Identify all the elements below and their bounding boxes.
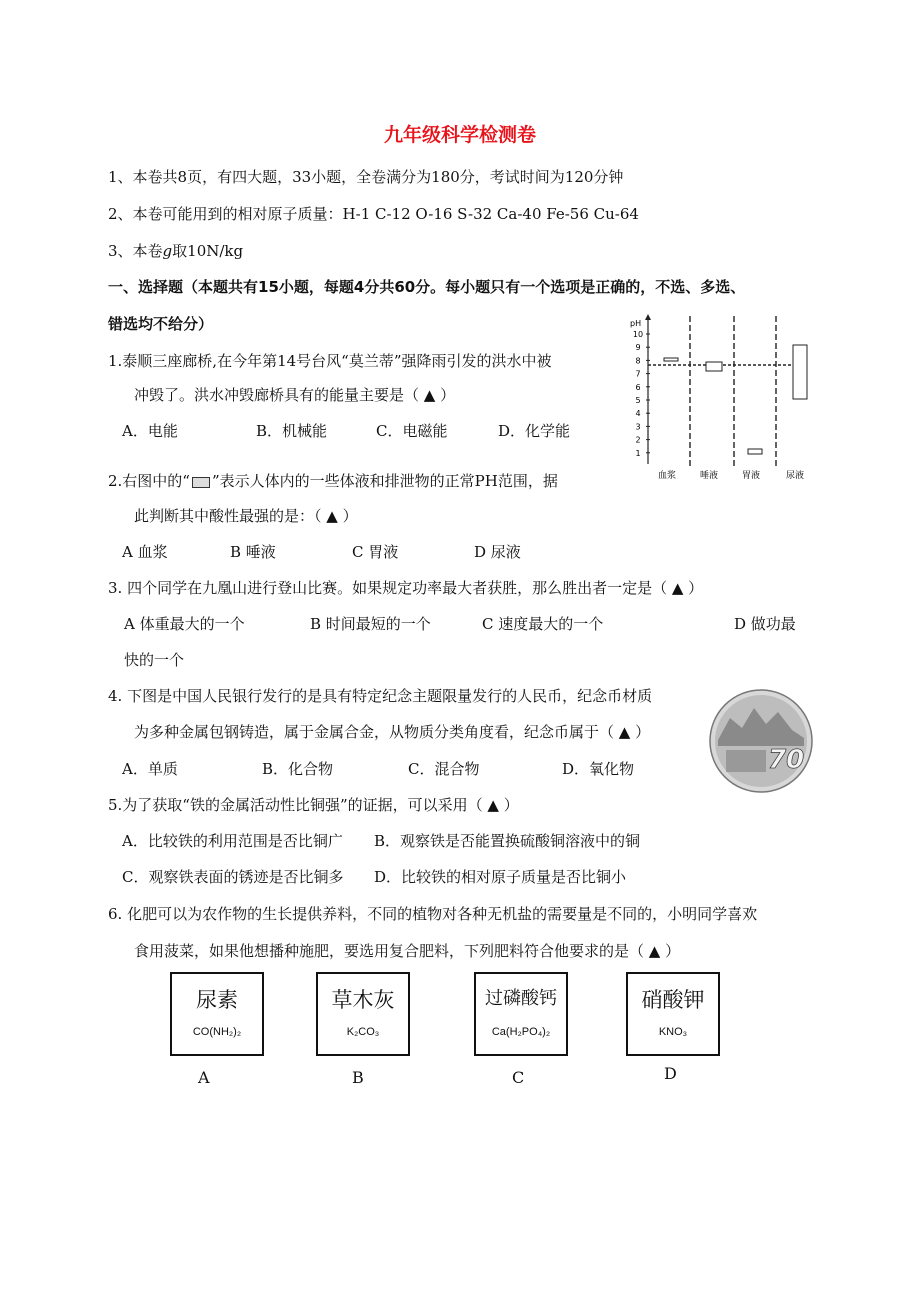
section-heading-line1: 一、选择题（本题共有15小题，每题4分共60分。每小题只有一个选项是正确的，不选、多选、 [108, 278, 746, 296]
ph-cat-saliva: 唾液 [700, 471, 719, 481]
q2-line1 [108, 470, 558, 491]
fertilizer-card-c [474, 972, 568, 1056]
fertilizer-letter-d: D [664, 1064, 677, 1083]
ph-tick-label: 7 [635, 369, 641, 379]
ph-tick-label: 3 [635, 422, 641, 432]
ph-axis-label: pH [630, 319, 642, 328]
ph-cat-urine: 尿液 [786, 471, 805, 481]
fertilizer-formula: CO(NH₂)₂ [192, 1026, 242, 1038]
q4-option-a: A．单质 [122, 760, 178, 778]
ph-tick-label: 6 [635, 382, 641, 392]
q1-option-d: D．化学能 [498, 422, 571, 440]
page-title: 九年级科学检测卷 [383, 124, 536, 146]
q4-line1: 4. 下图是中国人民银行发行的是具有特定纪念主题限量发行的人民币，纪念币材质 [108, 687, 653, 705]
ph-tick-label: 10 [632, 330, 644, 339]
note-3 [108, 240, 243, 261]
ph-bar-saliva [706, 362, 722, 371]
q2-option-a: A 血浆 [122, 543, 168, 561]
q3-option-b: B 时间最短的一个 [310, 615, 431, 633]
q2-option-c: C 胃液 [352, 543, 399, 561]
ph-cat-gastric: 胃液 [742, 471, 761, 481]
fertilizer-name: 硝酸钾 [641, 988, 705, 1012]
ph-axis-arrow [645, 314, 651, 320]
q6-line1: 6. 化肥可以为农作物的生长提供养料，不同的植物对各种无机盐的需要量是不同的，小明同学喜欢 [108, 905, 758, 923]
fertilizer-card-d [626, 972, 720, 1056]
ph-tick-label: 4 [635, 409, 641, 419]
q2-line2: 此判断其中酸性最强的是：（ ▲ ） [134, 507, 358, 525]
ph-bar-urine [793, 345, 807, 399]
q2-option-d: D 尿液 [474, 543, 521, 561]
ph-tick-label: 5 [635, 396, 641, 405]
fertilizer-card-a [170, 972, 264, 1056]
ph-tick-label: 2 [635, 435, 641, 445]
q4-option-d: D．氧化物 [562, 760, 635, 778]
ph-bar-gastric [748, 449, 762, 454]
q2-line1-b: ”表示人体内的一些体液和排泄物的正常PH范围，据 [211, 472, 558, 490]
q5-option-c: C．观察铁表面的锈迹是否比铜多 [122, 868, 344, 886]
ph-bar-plasma [664, 358, 678, 361]
ph-tick-label: 9 [635, 343, 641, 353]
ph-tick-label: 1 [635, 448, 641, 458]
note-3-rest: 取10N/kg [172, 242, 244, 260]
fertilizer-formula: KNO₃ [658, 1026, 688, 1038]
note-3-g: g [162, 242, 173, 260]
fertilizer-letter-a: A [198, 1068, 210, 1087]
q3-line1: 3. 四个同学在九凰山进行登山比赛。如果规定功率最大者获胜，那么胜出者一定是（ ▲ ） [108, 579, 704, 597]
ph-tick-label: 8 [635, 356, 641, 366]
note-2: 2、本卷可能用到的相对原子质量：H-1 C-12 O-16 S-32 Ca-40 Fe-56 Cu-64 [108, 205, 639, 223]
q1-line1: 1.泰顺三座廊桥,在今年第14号台风“莫兰蒂”强降雨引发的洪水中被 [108, 352, 552, 370]
q3-option-d: D 做功最 [734, 615, 796, 633]
coin-70-text: 70 [768, 745, 805, 775]
coin-building-icon [726, 750, 766, 772]
q5-option-b: B．观察铁是否能置换硫酸铜溶液中的铜 [374, 832, 641, 850]
fertilizer-formula: Ca(H₂PO₄)₂ [491, 1026, 551, 1038]
fertilizer-name: 草木灰 [331, 988, 395, 1012]
q2-option-b: B 唾液 [230, 543, 276, 561]
ph-range-chart [626, 312, 826, 482]
commemorative-coin-image [708, 688, 814, 794]
q3-line3: 快的一个 [124, 651, 185, 669]
q3-option-c: C 速度最大的一个 [482, 615, 604, 633]
q6-line2: 食用菠菜，如果他想播种施肥，要选用复合肥料，下列肥料符合他要求的是（ ▲ ） [134, 942, 681, 960]
note-1: 1、本卷共8页，有四大题，33小题，全卷满分为180分，考试时间为120分钟 [108, 168, 624, 186]
q5-option-a: A．比较铁的利用范围是否比铜广 [122, 832, 343, 850]
q4-line2: 为多种金属包钢铸造，属于金属合金，从物质分类角度看，纪念币属于（ ▲ ） [134, 723, 651, 741]
note-3-prefix: 3、本卷 [108, 242, 163, 260]
fertilizer-card-b [316, 972, 410, 1056]
q2-line1-a: 2.右图中的“ [108, 472, 190, 490]
ph-cat-plasma: 血浆 [658, 471, 677, 481]
q5-line1: 5.为了获取“铁的金属活动性比铜强”的证据，可以采用（ ▲ ） [108, 796, 519, 814]
fertilizer-letter-b: B [352, 1068, 364, 1087]
q1-option-b: B．机械能 [256, 422, 328, 440]
q4-option-c: C．混合物 [408, 760, 480, 778]
q4-option-b: B．化合物 [262, 760, 334, 778]
q1-option-c: C．电磁能 [376, 422, 448, 440]
fertilizer-formula: K₂CO₃ [346, 1026, 380, 1038]
fertilizer-letter-c: C [512, 1068, 525, 1087]
ph-legend-icon [192, 477, 210, 488]
fertilizer-name: 过磷酸钙 [485, 988, 557, 1009]
q3-option-a: A 体重最大的一个 [124, 615, 245, 633]
section-heading-line2: 错选均不给分） [108, 315, 214, 333]
q1-option-a: A．电能 [122, 422, 178, 440]
q1-line2: 冲毁了。洪水冲毁廊桥具有的能量主要是（ ▲ ） [134, 386, 456, 404]
fertilizer-name: 尿素 [196, 988, 238, 1012]
q5-option-d: D．比较铁的相对原子质量是否比铜小 [374, 868, 627, 886]
